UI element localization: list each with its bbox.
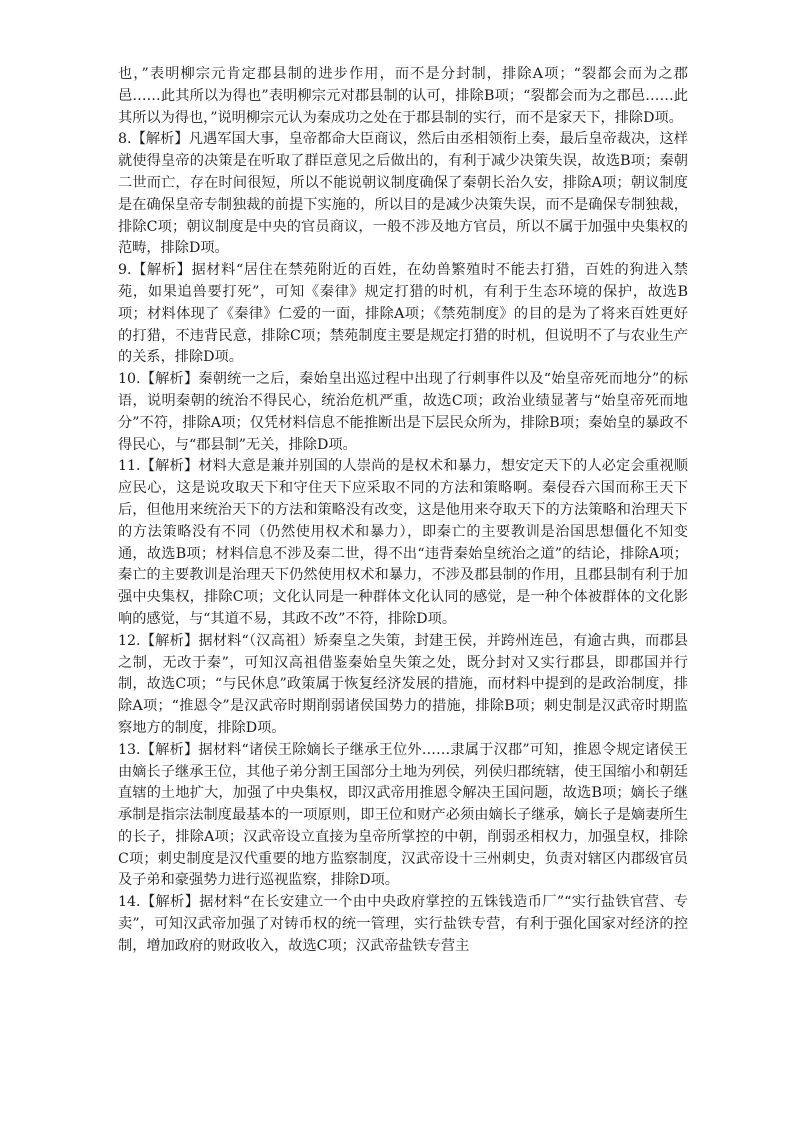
paragraph-q14: 14.【解析】据材料“在长安建立一个由中央政府掌控的五铢钱造币厂”“实行盐铁官营、专卖”，可知汉武帝加强了对铸币权的统一管理，实行盐铁专营，有利于强化国家对经济的控制，增加政府的财政收入，故选C项；汉武帝盐铁专营主 [118,894,688,954]
paragraph-q8: 8.【解析】凡遇军国大事，皇帝都命大臣商议，然后由丞相领衔上奏，最后皇帝裁决，这样就使得皇帝的决策是在听取了群臣意见之后做出的，有利于减少决策失误，故选B项；秦朝二世而亡，存在时间很短，所以不能说朝议制度确保了秦朝长治久安，排除A项；朝议制度是在确保皇帝专制独裁的前提下实施的，所以目的是减少决策失误，而不是确保专制独裁，排除C项；朝议制度是中央的官员商议，一般不涉及地方官员，所以不属于加强中央集权的范畴，排除D项。 [118,131,688,257]
paragraph-q10: 10.【解析】秦朝统一之后，秦始皇出巡过程中出现了行刺事件以及“始皇帝死而地分”的标语，说明秦朝的统治不得民心，统治危机严重，故选C项；政治业绩显著与“始皇帝死而地分”不符，排除A项；仅凭材料信息不能推断出是下层民众所为，排除B项；秦始皇的暴政不得民心，与“郡县制”无关，排除D项。 [118,371,688,453]
paragraph-q12: 12.【解析】据材料“（汉高祖）矫秦皇之失策，封建王侯，并跨州连邑，有逾古典，而郡县之制，无改于秦”，可知汉高祖借鉴秦始皇失策之处，既分封对又实行郡县，即郡国并行制，故选C项；“与民休息”政策属于恢复经济发展的措施，而材料中提到的是政治制度，排除A项；“推恩令”是汉武帝时期削弱诸侯国势力的措施，排除B项；刺史制是汉武帝时期监察地方的制度，排除D项。 [118,632,688,736]
paragraph-continuation: 也，”表明柳宗元肯定郡县制的进步作用，而不是分封制，排除A项；“裂都会而为之郡邑……此其所以为得也”表明柳宗元对郡县制的认可，排除B项；“裂都会而为之郡邑……此其所以为得也，”说明柳宗元认为秦成功之处在于郡县制的实行，而不是家天下，排除D项。 [118,66,688,126]
answer-explanations [118,64,688,958]
paragraph-q11: 11.【解析】材料大意是兼并别国的人崇尚的是权术和暴力，想安定天下的人必定会重视顺应民心，这是说攻取天下和守住天下应采取不同的方法和策略啊。秦侵吞六国而称王天下后，但他用来统治天下的方法和策略没有改变，这是他用来夺取天下的方法策略和治理天下的方法策略没有不同（仍然使用权术和暴力），即秦亡的主要教训是治国思想僵化不知变通，故选B项；材料信息不涉及秦二世，得不出“违背秦始皇统治之道”的结论，排除A项；秦亡的主要教训是治理天下仍然使用权术和暴力，不涉及郡县制的作用，且郡县制有利于加强中央集权，排除C项；文化认同是一种群体文化认同的感觉，是一种个体被群体的文化影响的感觉，与“其道不易，其政不改”不符，排除D项。 [118,458,688,627]
paragraph-q13: 13.【解析】据材料“诸侯王除嫡长子继承王位外……隶属于汉郡”可知，推恩令规定诸侯王由嫡长子继承王位，其他子弟分割王国部分土地为列侯，列侯归郡统辖，使王国缩小和朝廷直辖的土地扩大，加强了中央集权，即汉武帝用推恩令解决王国问题，故选B项；嫡长子继承制是指宗法制度最基本的一项原则，即王位和财产必须由嫡长子继承，嫡长子是嫡妻所生的长子，排除A项；汉武帝设立直接为皇帝所掌控的中朝，削弱丞相权力，加强皇权，排除C项；刺史制度是汉代重要的地方监察制度，汉武帝设十三州刺史，负责对辖区内郡级官员及子弟和豪强势力进行巡视监察，排除D项。 [118,741,688,889]
paragraph-q9: 9.【解析】据材料“居住在禁苑附近的百姓，在幼兽繁殖时不能去打猎，百姓的狗进入禁苑，如果追兽要打死”，可知《秦律》规定打猎的时机，有利于生态环境的保护，故选B项；材料体现了《秦律》仁爱的一面，排除A项；《禁苑制度》的目的是为了将来百姓更好的打猎，不违背民意，排除C项；禁苑制度主要是规定打猎的时机，但说明不了与农业生产的关系，排除D项。 [118,262,688,366]
